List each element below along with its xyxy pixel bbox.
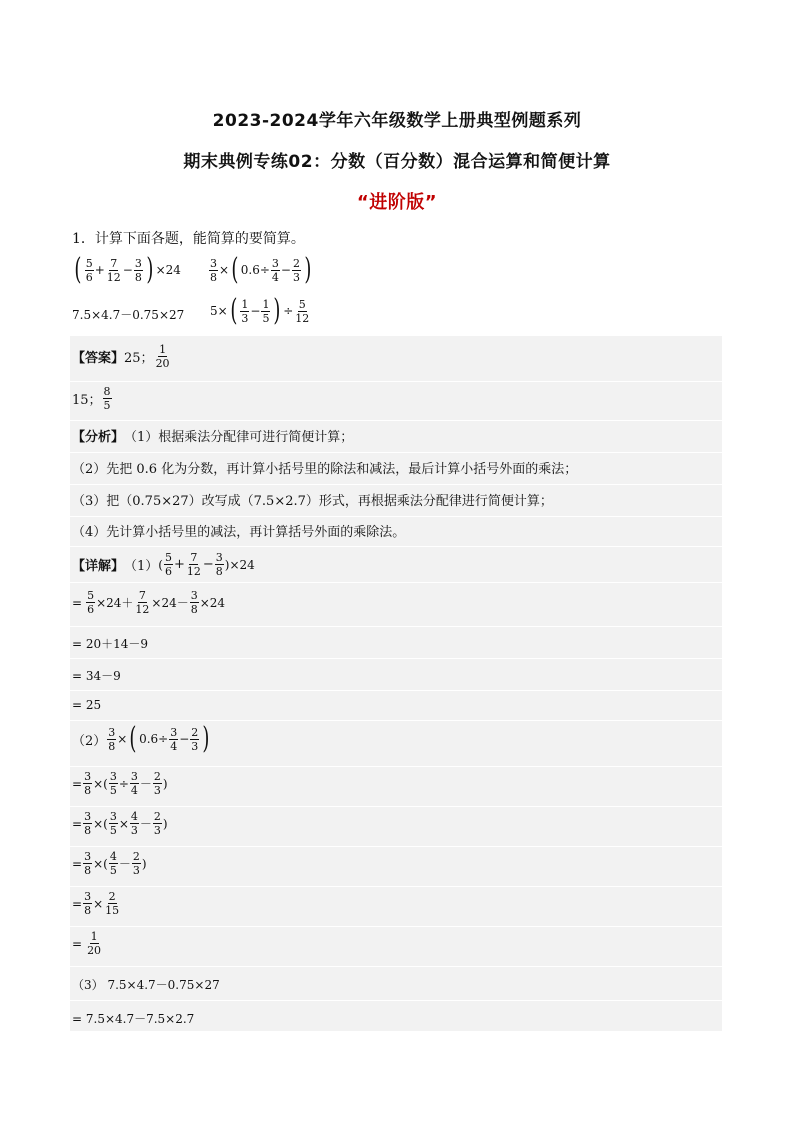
answer-line-2: 15； $\frac{8}{5}$ xyxy=(72,385,111,412)
divider xyxy=(70,546,722,547)
divider xyxy=(70,420,722,421)
analysis-line-1 xyxy=(72,426,353,445)
expr1-times: ×24 xyxy=(155,263,181,277)
analysis-1: （1）根据乘法分配律可进行简便计算； xyxy=(124,430,354,445)
answer-label: 【答案】 xyxy=(72,351,125,366)
divider xyxy=(70,806,722,807)
step-1e: = 25 xyxy=(72,698,102,712)
analysis-line-2: （2）先把 0.6 化为分数，再计算小括号里的除法和减法，最后计算小括号外面的乘法； xyxy=(72,462,578,477)
detail-line-1: 【详解】 （1） ( $\frac{5}{6}$ + $\frac{7}{12}$ − $\frac{3}{8}$ )×24 xyxy=(72,551,255,578)
divider xyxy=(70,626,722,627)
divider xyxy=(70,720,722,721)
divider xyxy=(70,381,722,382)
expr4-pre: 5× xyxy=(210,304,228,318)
question-text: 1．计算下面各题，能简算的要简算。 xyxy=(72,231,305,247)
step-2b: = $\frac{3}{8}$ ×( $\frac{3}{5}$ ÷ $\frac{3}{4}$ － $\frac{2}{3}$ ) xyxy=(72,770,168,797)
analysis-line-4: （4）先计算小括号里的减法，再计算括号外面的乘除法。 xyxy=(72,525,406,540)
answer-value-1: 25； xyxy=(124,351,154,366)
answer-value-3: 15； xyxy=(72,393,102,408)
part-1-label: （1） xyxy=(124,559,159,574)
question-expression-2: $\frac{3}{8}$ × ( 0.6÷ $\frac{3}{4}$ − $\frac{2}{3}$ ) xyxy=(210,252,312,287)
divider xyxy=(70,658,722,659)
step-1b: = $\frac{5}{6}$ ×24＋ $\frac{7}{12}$ ×24－ $\frac{3}{8}$ ×24 xyxy=(72,589,226,616)
divider xyxy=(70,926,722,927)
step-3b: = 7.5×4.7－7.5×2.7 xyxy=(72,1012,195,1026)
divider xyxy=(70,846,722,847)
question-expression-1: ( $\frac{5}{6}$ + $\frac{7}{12}$ − $\frac{3}{8}$ ) ×24 xyxy=(74,252,181,287)
document-title: 2023-2024学年六年级数学上册典型例题系列 xyxy=(212,111,582,131)
divider xyxy=(70,690,722,691)
part-2-label: （2） xyxy=(72,733,107,749)
step-2c: = $\frac{3}{8}$ ×( $\frac{3}{5}$ × $\frac{4}{3}$ － $\frac{2}{3}$ ) xyxy=(72,810,168,837)
detail-label: 【详解】 xyxy=(72,559,125,574)
step-2d: = $\frac{3}{8}$ ×( $\frac{4}{5}$ － $\frac{2}{3}$ ) xyxy=(72,850,147,877)
step-1d: = 34－9 xyxy=(72,669,121,683)
step-2a: （2） $\frac{3}{8}$ × ( 0.6÷ $\frac{3}{4}$ − $\frac{2}{3}$ ) xyxy=(72,721,210,756)
step-1c: = 20＋14－9 xyxy=(72,637,149,651)
divider xyxy=(70,582,722,583)
expr4-div: ÷ xyxy=(283,304,294,318)
question-expression-3 xyxy=(72,306,184,323)
version-label: “进阶版” xyxy=(356,192,438,213)
divider xyxy=(70,452,722,453)
step-3a: （3） 7.5×4.7－0.75×27 xyxy=(72,978,220,992)
divider xyxy=(70,484,722,485)
divider xyxy=(70,766,722,767)
question-expression-4: 5× ( $\frac{1}{3}$ − $\frac{1}{5}$ ) ÷ $\frac{5}{12}$ xyxy=(210,293,310,328)
divider xyxy=(70,886,722,887)
expr2-decimal: 0.6÷ xyxy=(240,263,270,277)
expr2-times: × xyxy=(219,263,230,277)
analysis-label: 【分析】 xyxy=(72,430,125,445)
document-subtitle: 期末典例专练02：分数（百分数）混合运算和简便计算 xyxy=(183,152,611,172)
step-2e: = $\frac{3}{8}$ × $\frac{2}{15}$ xyxy=(72,890,120,917)
equals-sign: = xyxy=(72,595,83,610)
analysis-line-3: （3）把（0.75×27）改写成（7.5×2.7）形式，再根据乘法分配律进行简便计算； xyxy=(72,494,553,509)
divider xyxy=(70,1000,722,1001)
step-2f: = $\frac{1}{20}$ xyxy=(72,930,102,957)
divider xyxy=(70,516,722,517)
divider xyxy=(70,966,722,967)
answer-line-1: 【答案】 25； $\frac{1}{20}$ xyxy=(72,343,170,370)
expr3-text: 7.5×4.7－0.75×27 xyxy=(72,308,185,322)
